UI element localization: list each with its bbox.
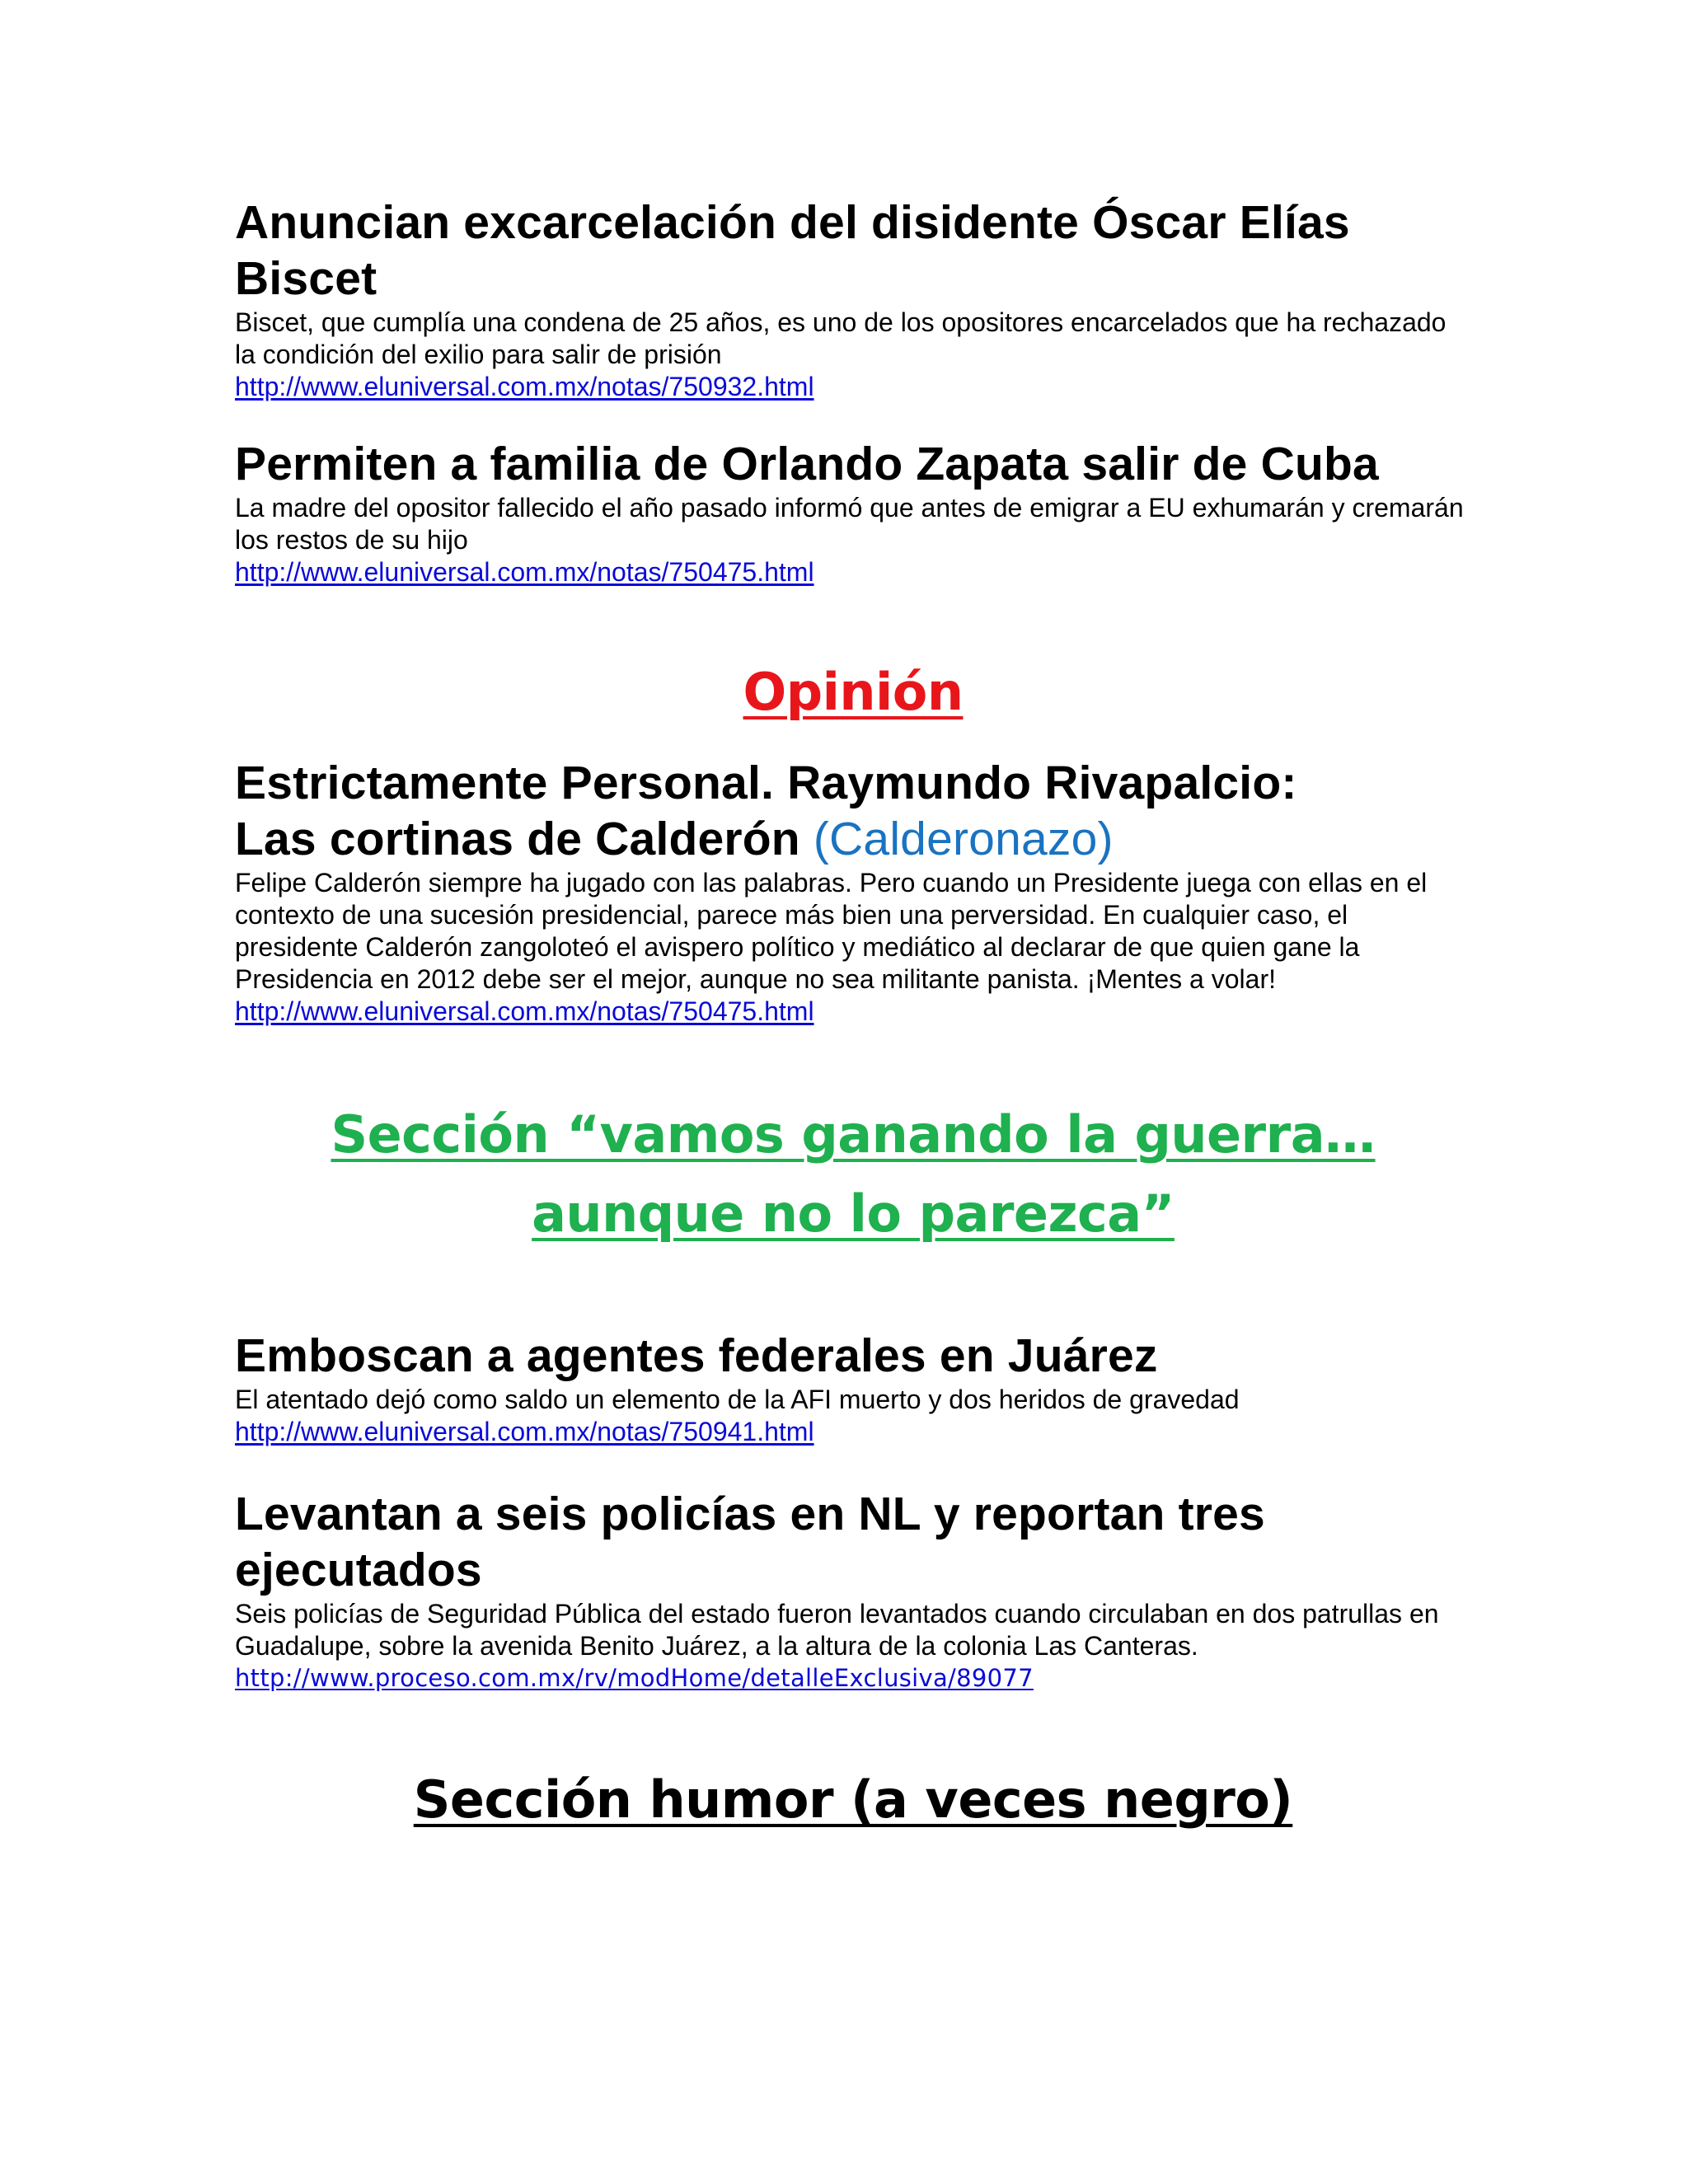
headline-tag: (Calderonazo) [813,813,1114,865]
headline-line-1: Estrictamente Personal. Raymundo Rivapalcio: [235,757,1297,809]
section-title-war: Sección “vamos ganando la guerra… aunque no lo parezca” [331,1104,1376,1244]
article-summary: El atentado dejó como saldo un elemento de la AFI muerto y dos heridos de gravedad [235,1385,1240,1414]
article-headline [235,755,1471,867]
section-title-humor: Sección humor (a veces negro) [413,1769,1293,1830]
article-headline: Anuncian excarcelación del disidente Óscar Elías Biscet [235,196,1350,305]
article-summary: Biscet, que cumplía una condena de 25 años, es uno de los opositores encarcelados que ha rechazado la condición del exilio para salir de prisión [235,307,1447,369]
article-nl [235,1486,1471,1694]
article-link[interactable]: http://www.eluniversal.com.mx/notas/750932.html [235,372,814,401]
article-summary: Seis policías de Seguridad Pública del estado fueron levantados cuando circulaban en dos patrullas en Guadalupe, sobre la avenida Benito Juárez, a la altura de la colonia Las Canteras. [235,1599,1439,1661]
article-link[interactable]: http://www.eluniversal.com.mx/notas/750475.html [235,996,814,1026]
article-summary: La madre del opositor fallecido el año pasado informó que antes de emigrar a EU exhumarán y cremarán los restos de su hijo [235,493,1464,555]
headline-line-2: Las cortinas de Calderón [235,813,800,865]
article-opinion [235,755,1471,1028]
article-summary: Felipe Calderón siempre ha jugado con las palabras. Pero cuando un Presidente juega con ellas en el contexto de una sucesión presidencial, parece más bien una perversidad. En cualquier caso, el presidente Calderón zangoloteó el avispero político y mediático al declarar de que quien gane la Presidencia en 2012 debe ser el mejor, aunque no sea militante panista. ¡Mentes a volar! [235,868,1428,994]
article-juarez [235,1328,1471,1448]
section-title-opinion: Opinión [743,662,964,722]
article-biscet [235,194,1471,403]
article-headline: Emboscan a agentes federales en Juárez [235,1329,1158,1382]
article-link[interactable]: http://www.eluniversal.com.mx/notas/750941.html [235,1417,814,1446]
document-page [235,194,1471,1833]
article-link[interactable]: http://www.eluniversal.com.mx/notas/750475.html [235,557,814,587]
article-zapata [235,436,1471,588]
article-headline: Permiten a familia de Orlando Zapata salir de Cuba [235,438,1379,490]
article-link[interactable]: http://www.proceso.com.mx/rv/modHome/detalleExclusiva/89077 [235,1664,1034,1692]
article-headline: Levantan a seis policías en NL y reportan tres ejecutados [235,1488,1265,1596]
